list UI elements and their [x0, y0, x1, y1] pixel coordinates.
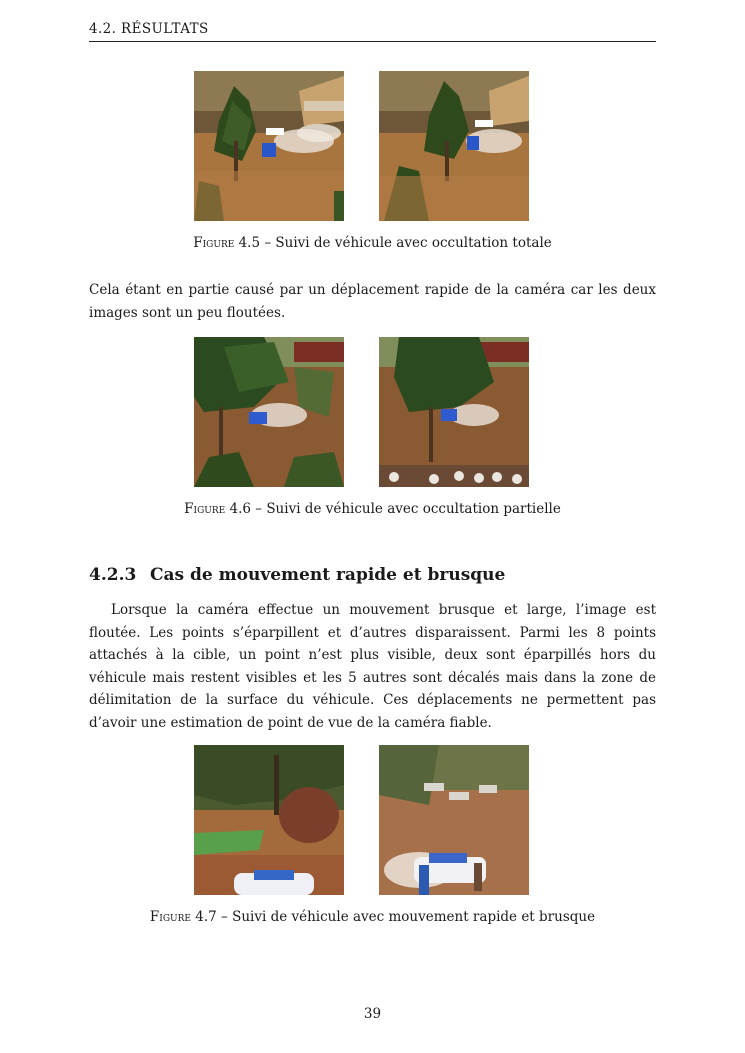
running-header: 4.2. RÉSULTATS [89, 21, 656, 42]
figure-label: Figure 4.6 [184, 501, 251, 517]
figure-4-6-caption [89, 501, 656, 517]
figure-label: Figure 4.5 [193, 235, 261, 251]
section-number: 4.2.3 [89, 565, 137, 585]
figure-4-6-right-photo [379, 337, 529, 487]
figure-4-7-left-photo [194, 745, 344, 895]
figure-label: Figure 4.7 [149, 909, 217, 925]
caption-text: Suivi de véhicule avec occultation totale [275, 235, 552, 251]
figure-4-5-right-photo [379, 71, 529, 221]
paragraph-blur: Cela étant en partie causé par un déplacement rapide de la caméra car les deux images sont un peu floutées. [89, 282, 656, 321]
caption-text: Suivi de véhicule avec mouvement rapide et brusque [232, 909, 596, 925]
section-title: Cas de mouvement rapide et brusque [150, 565, 506, 585]
figure-4-7-caption [89, 909, 656, 925]
figure-4-5-left-photo [194, 71, 344, 221]
figure-4-7-right-photo [379, 745, 529, 895]
figure-4-6-left-photo [194, 337, 344, 487]
paragraph-fast-motion: Lorsque la caméra effectue un mouvement brusque et large, l’image est floutée. Les points s’éparpillent et d’autres disparaissent. Parmi les 8 points attachés à la cible, un point n’est plus visible, deux sont éparpillés hors du véhicule mais restent visibles et les 5 autres sont décalés mais dans la zone de délimitation de la surface du véhicule. Ces déplacements ne permettent pas d’avoir une estimation de point de vue de la caméra fiable. [89, 602, 656, 731]
caption-separator: – [260, 235, 276, 251]
page-number: 39 [363, 1006, 382, 1022]
caption-text: Suivi de véhicule avec occultation partielle [266, 501, 561, 517]
section-heading [89, 565, 505, 585]
caption-separator: – [250, 501, 267, 517]
figure-4-5-caption [89, 235, 656, 251]
caption-separator: – [216, 909, 233, 925]
